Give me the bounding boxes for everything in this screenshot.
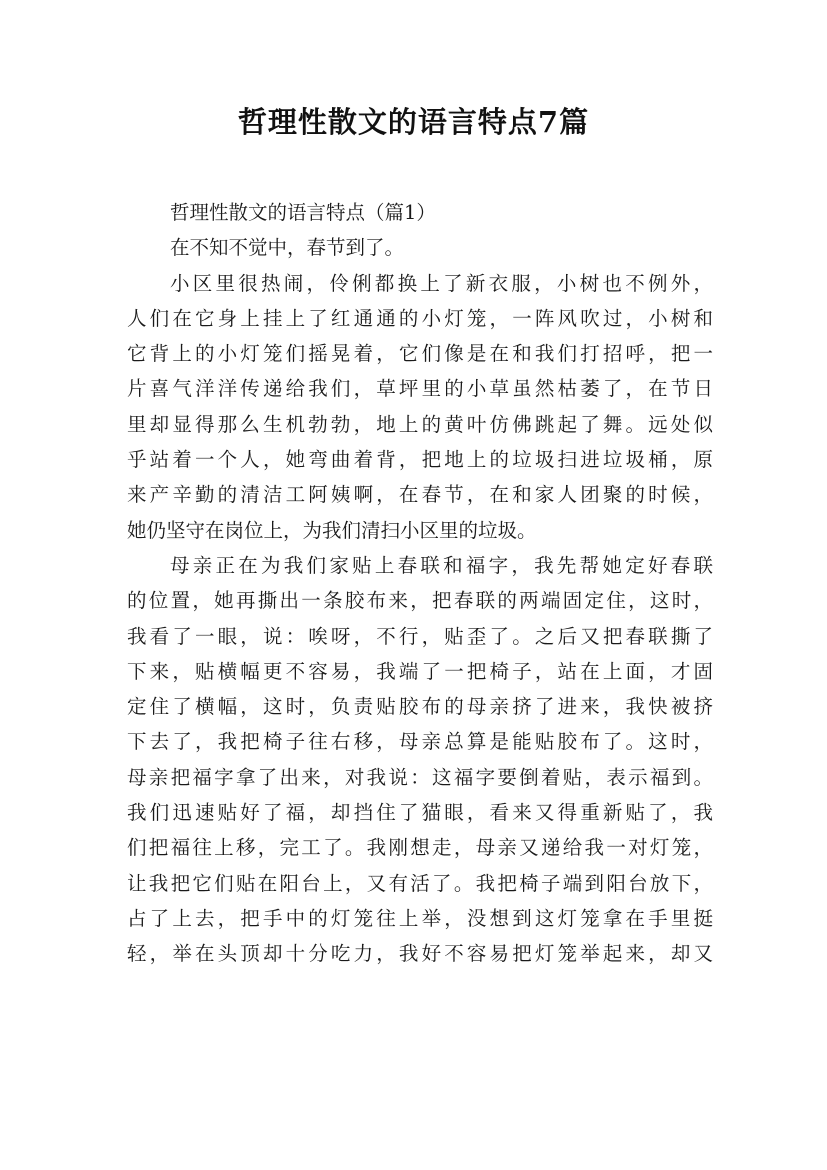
text-line: 在不知不觉中，春节到了。 (170, 236, 405, 260)
text-line: 片喜气洋洋传递给我们，草坪里的小草虽然枯萎了，在节日 (127, 377, 713, 401)
text-line: 我看了一眼，说：唉呀，不行，贴歪了。之后又把春联撕了 (127, 624, 713, 648)
text-line: 来产辛勤的清洁工阿姨啊，在春节，在和家人团聚的时候， (127, 483, 713, 507)
text-line: 她仍坚守在岗位上，为我们清扫小区里的垃圾。 (127, 518, 537, 542)
text-line: 们把福往上移，完工了。我刚想走，母亲又递给我一对灯笼， (127, 836, 713, 860)
text-line: 母亲正在为我们家贴上春联和福字，我先帮她定好春联 (170, 553, 713, 577)
text-line: 下去了，我把椅子往右移，母亲总算是能贴胶布了。这时， (127, 730, 713, 754)
text-line: 让我把它们贴在阳台上，又有活了。我把椅子端到阳台放下， (127, 871, 713, 895)
text-line: 占了上去，把手中的灯笼往上举，没想到这灯笼拿在手里挺 (127, 906, 713, 930)
text-line: 母亲把福字拿了出来，对我说：这福字要倒着贴，表示福到。 (127, 765, 713, 789)
text-line: 人们在它身上挂上了红通通的小灯笼，一阵风吹过，小树和 (127, 306, 713, 330)
text-line: 下来，贴横幅更不容易，我端了一把椅子，站在上面，才固 (127, 659, 713, 683)
text-line: 哲理性散文的语言特点（篇1） (170, 201, 436, 224)
text-line: 里却显得那么生机勃勃，地上的黄叶仿佛跳起了舞。远处似 (127, 412, 713, 436)
text-line: 定住了横幅，这时，负责贴胶布的母亲挤了进来，我快被挤 (127, 695, 713, 719)
text-line: 的位置，她再撕出一条胶布来，把春联的两端固定住，这时， (127, 589, 713, 613)
document-body (127, 195, 713, 972)
text-line: 小区里很热闹，伶俐都换上了新衣服，小树也不例外， (170, 271, 713, 295)
text-line: 轻，举在头顶却十分吃力，我好不容易把灯笼举起来，却又 (127, 942, 713, 966)
text-line: 它背上的小灯笼们摇晃着，它们像是在和我们打招呼，把一 (127, 342, 713, 366)
text-line: 我们迅速贴好了福，却挡住了猫眼，看来又得重新贴了，我 (127, 801, 713, 825)
document-title: 哲理性散文的语言特点7篇 (237, 105, 590, 139)
text-line: 乎站着一个人，她弯曲着背，把地上的垃圾扫进垃圾桶，原 (127, 448, 713, 472)
